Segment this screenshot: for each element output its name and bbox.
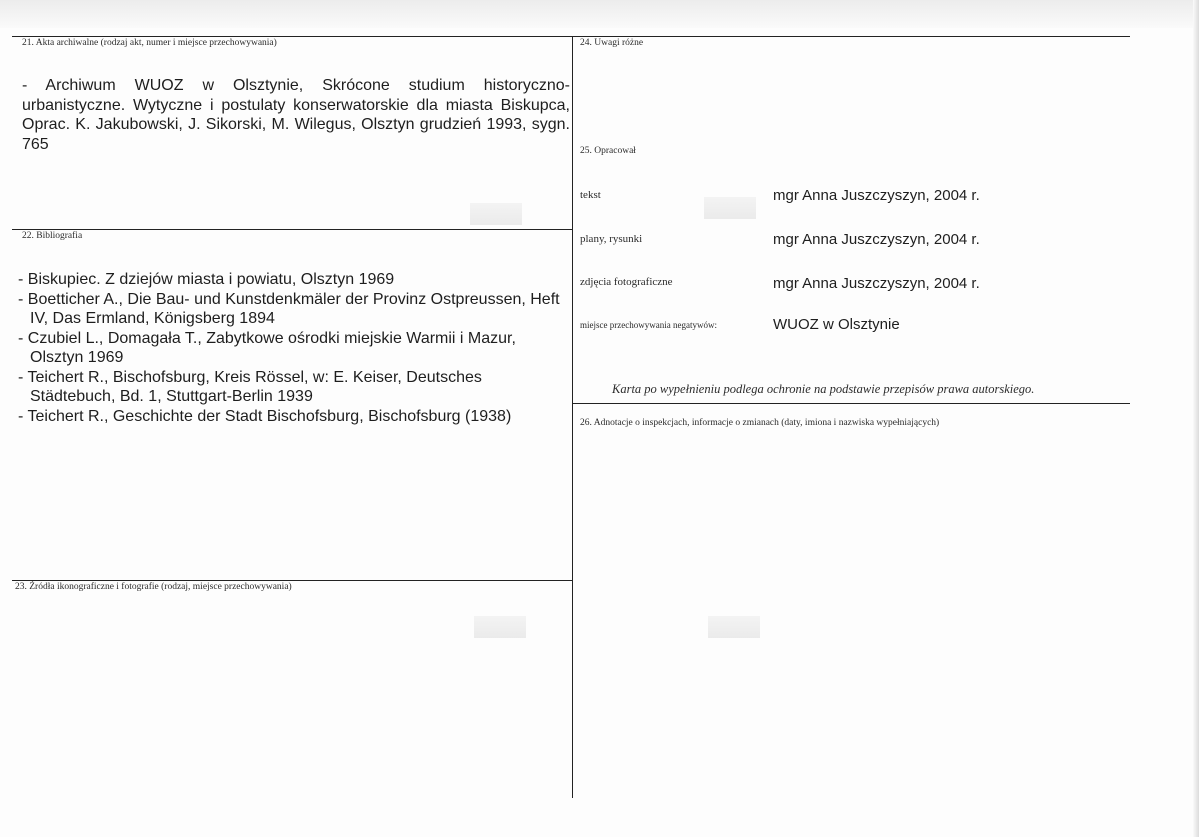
rule-21-22 [12, 229, 572, 230]
scan-shadow-top [0, 0, 1199, 28]
section-23-label: 23. Źródła ikonograficzne i fotografie (rodzaj, miejsce przechowywania) [15, 582, 292, 592]
author-row-label-text: tekst [580, 189, 601, 201]
copyright-note: Karta po wypełnieniu podlega ochronie na podstawie przepisów prawa autorskiego. [612, 382, 1035, 396]
center-divider [572, 36, 573, 798]
section-22-label: 22. Bibliografia [22, 231, 83, 241]
bibliography-item: - Boetticher A., Die Bau- und Kunstdenkmäler der Provinz Ostpreussen, Heft IV, Das Ermland, Königsberg 1894 [18, 290, 560, 327]
author-row-value-photos: mgr Anna Juszczyszyn, 2004 r. [773, 275, 980, 292]
bibliography-item: - Teichert R., Geschichte der Stadt Bischofsburg, Bischofsburg (1938) [18, 407, 512, 425]
scan-smudge [474, 616, 526, 638]
author-row-value-text: mgr Anna Juszczyszyn, 2004 r. [773, 187, 980, 204]
author-row-value-negatives: WUOZ w Olsztynie [773, 316, 900, 333]
bibliography-list [18, 270, 570, 426]
scan-shadow-right [1193, 0, 1199, 837]
section-25-label: 25. Opracował [580, 146, 636, 156]
section-24-label: 24. Uwagi różne [580, 38, 644, 48]
bibliography-item: - Teichert R., Bischofsburg, Kreis Rössel, w: E. Keiser, Deutsches Städtebuch, Bd. 1, Stuttgart-Berlin 1939 [18, 368, 482, 405]
bibliography-item: - Biskupiec. Z dziejów miasta i powiatu, Olsztyn 1969 [18, 271, 395, 288]
author-row-label-negatives: miejsce przechowywania negatywów: [580, 320, 717, 330]
scan-smudge [708, 616, 760, 638]
section-21-text: - Archiwum WUOZ w Olsztynie, Skrócone studium historyczno-urbanistyczne. Wytyczne i postulaty konserwatorskie dla miasta Biskupca, Oprac. K. Jakubowski, J. Sikorski, M. Wilegus, Olsztyn grudzień 1993, sygn. 765 [22, 77, 570, 153]
scan-smudge [470, 203, 522, 225]
author-row-label-plans: plany, rysunki [580, 233, 643, 245]
section-26-label: 26. Adnotacje o inspekcjach, informacje o zmianach (daty, imiona i nazwiska wypełniających) [580, 418, 940, 428]
scan-smudge [704, 197, 756, 219]
author-row-value-plans: mgr Anna Juszczyszyn, 2004 r. [773, 231, 980, 248]
top-rule [12, 36, 1130, 37]
rule-25-26 [572, 403, 1130, 404]
section-21-label: 21. Akta archiwalne (rodzaj akt, numer i miejsce przechowywania) [22, 38, 277, 48]
bibliography-item: - Czubiel L., Domagała T., Zabytkowe ośrodki miejskie Warmii i Mazur, Olsztyn 1969 [18, 329, 516, 366]
author-row-label-photos: zdjęcia fotograficzne [580, 276, 673, 288]
rule-22-23 [12, 580, 572, 581]
